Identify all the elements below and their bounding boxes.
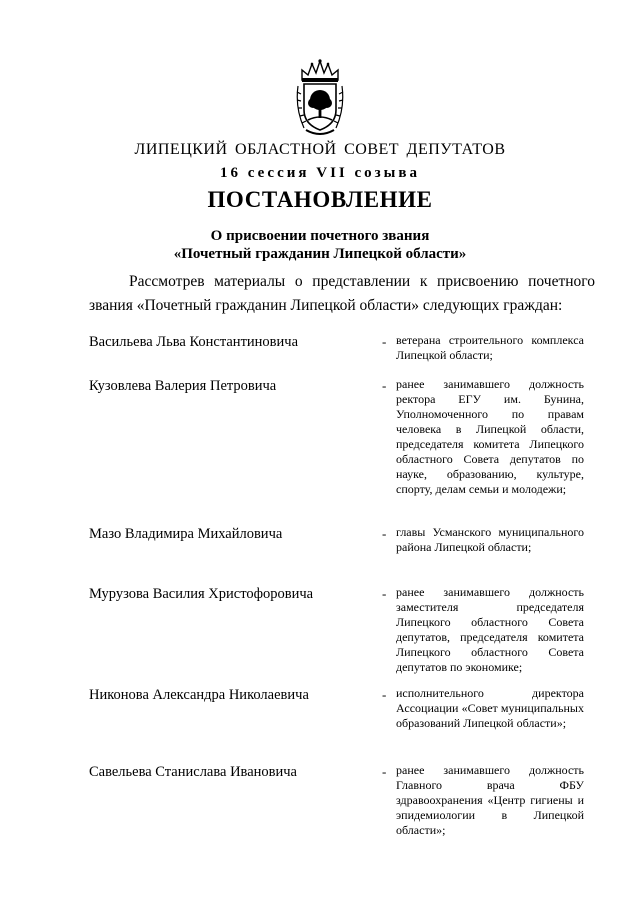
citizen-name: Никонова Александра Николаевича bbox=[89, 687, 309, 703]
citizen-description: ветерана строительного комплекса Липецкой области; bbox=[396, 333, 584, 362]
citizen-description: исполнительного директора Ассоциации «Совет муниципальных образований Липецкой области»; bbox=[396, 686, 584, 730]
list-dash: - bbox=[382, 378, 387, 393]
list-dash: - bbox=[382, 334, 387, 349]
document-subject bbox=[0, 227, 640, 263]
subject-line-2: «Почетный гражданин Липецкой области» bbox=[173, 246, 467, 262]
coat-of-arms-emblem bbox=[294, 58, 346, 138]
list-dash: - bbox=[382, 687, 387, 702]
document-type-title: ПОСТАНОВЛЕНИЕ bbox=[207, 187, 433, 212]
intro-paragraph bbox=[89, 270, 595, 318]
list-dash: - bbox=[382, 586, 387, 601]
subject-line-1: О присвоении почетного звания bbox=[210, 228, 430, 244]
citizen-name: Кузовлева Валерия Петровича bbox=[89, 378, 277, 394]
session-title: 16 сессия VII созыва bbox=[219, 165, 420, 181]
list-dash: - bbox=[382, 764, 387, 779]
citizen-description: ранее занимавшего должность ректора ЕГУ им. Бунина, Уполномоченного по правам человека в Липецкой области, председателя комитета Липецкого областного Совета депутатов по науке, образованию, культуре, спорту, делам семьи и молодежи; bbox=[396, 377, 584, 496]
citizen-description: ранее занимавшего должность Главного врача ФБУ здравоохранения «Центр гигиены и эпидемиологии в Липецкой области»; bbox=[396, 763, 584, 837]
citizen-name: Мазо Владимира Михайловича bbox=[89, 526, 283, 542]
citizen-description: ранее занимавшего должность заместителя председателя Липецкого областного Совета депутатов, председателя комитета Липецкого областного Совета депутатов по экономике; bbox=[396, 585, 584, 674]
list-dash: - bbox=[382, 526, 387, 541]
council-name: ЛИПЕЦКИЙ ОБЛАСТНОЙ СОВЕТ ДЕПУТАТОВ bbox=[134, 141, 506, 158]
citizen-name: Савельева Станислава Ивановича bbox=[89, 764, 297, 780]
intro-line-2: звания «Почетный гражданин Липецкой области» следующих граждан: bbox=[89, 297, 563, 314]
citizen-description: главы Усманского муниципального района Липецкой области; bbox=[396, 525, 584, 554]
citizen-name: Васильева Льва Константиновича bbox=[89, 334, 299, 350]
citizen-name: Мурузова Василия Христофоровича bbox=[89, 586, 314, 602]
intro-line-1: Рассмотрев материалы о представлении к присвоению почетного bbox=[129, 273, 595, 290]
